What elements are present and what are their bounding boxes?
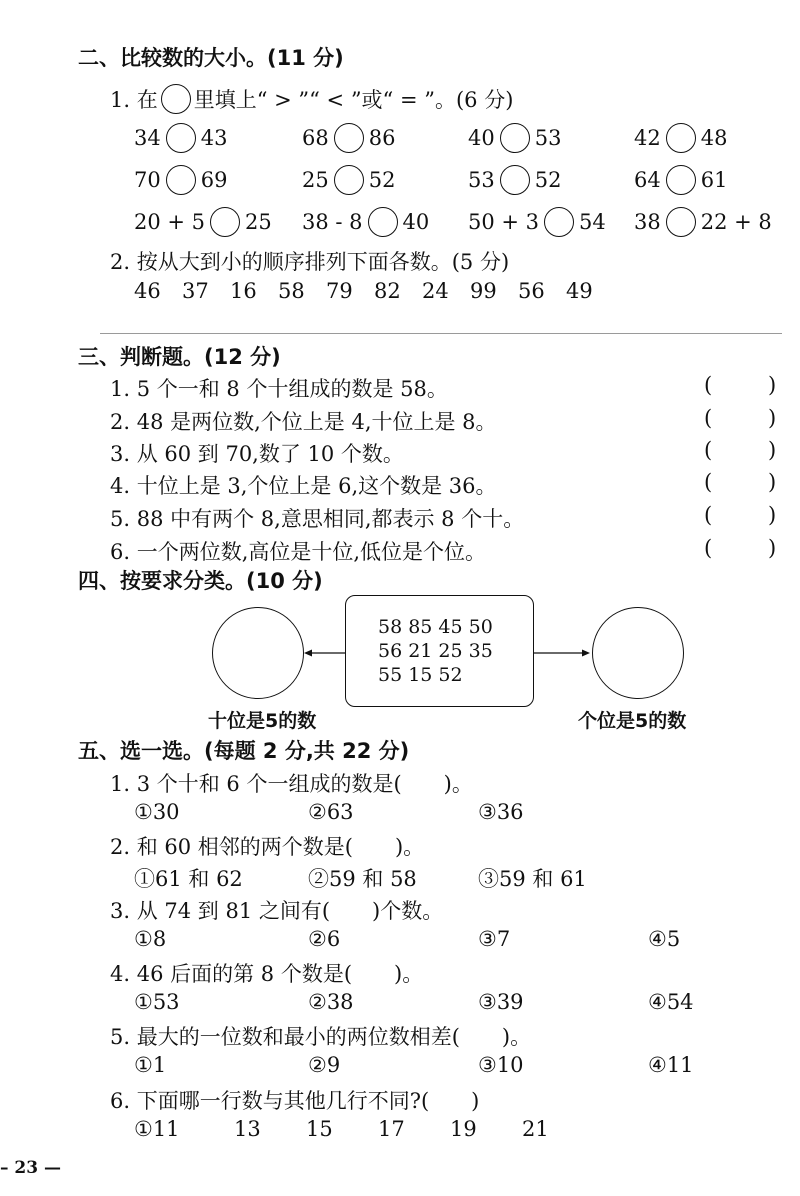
answer-circle[interactable]: [166, 165, 196, 195]
answer-circle[interactable]: [334, 165, 364, 195]
choice-option[interactable]: ①8: [134, 927, 167, 951]
answer-paren-left: (: [704, 503, 713, 527]
section-2-title: 二、比较数的大小。(11 分): [78, 46, 344, 70]
compare-item: 64 61: [634, 165, 727, 195]
answer-paren-left: (: [704, 536, 713, 560]
box-row: 58 85 45 50: [378, 616, 493, 638]
choice-question: 3. 从 74 到 81 之间有( )个数。: [110, 899, 444, 923]
answer-paren-left: (: [704, 373, 713, 397]
answer-paren-left: (: [704, 406, 713, 430]
answer-circle[interactable]: [334, 123, 364, 153]
choice-option[interactable]: ②59 和 58: [308, 867, 417, 891]
answer-circle[interactable]: [210, 207, 240, 237]
choice-question: 1. 3 个十和 6 个一组成的数是( )。: [110, 772, 473, 796]
arrows: [300, 645, 690, 661]
answer-circle[interactable]: [500, 165, 530, 195]
sec2-q1-suffix: 里填上“ > ”“ < ”或“ = ”。(6 分): [193, 88, 514, 112]
judge-item: 3. 从 60 到 70,数了 10 个数。: [110, 442, 404, 466]
answer-circle[interactable]: [666, 123, 696, 153]
section-3-title: 三、判断题。(12 分): [78, 345, 281, 369]
blank-circle-icon: [161, 84, 191, 114]
compare-item: 70 69: [134, 165, 227, 195]
choice-row-number: 17: [378, 1117, 405, 1141]
choice-option[interactable]: ①53: [134, 990, 180, 1014]
right-label: 个位是5的数: [578, 710, 687, 732]
choice-option[interactable]: ③59 和 61: [478, 867, 587, 891]
choice-option[interactable]: ②9: [308, 1053, 341, 1077]
choice-row-number: 19: [450, 1117, 477, 1141]
compare-item: 68 86: [302, 123, 395, 153]
compare-item: 34 43: [134, 123, 227, 153]
choice-option[interactable]: ①61 和 62: [134, 867, 243, 891]
section-5-title: 五、选一选。(每题 2 分,共 22 分): [78, 739, 410, 763]
left-label: 十位是5的数: [208, 710, 317, 732]
judge-item: 6. 一个两位数,高位是十位,低位是个位。: [110, 540, 487, 564]
compare-item: 42 48: [634, 123, 727, 153]
left-circle[interactable]: [212, 607, 304, 699]
choice-option[interactable]: ④11: [648, 1053, 694, 1077]
judge-item: 4. 十位上是 3,个位上是 6,这个数是 36。: [110, 474, 497, 498]
right-arrow-head-icon: [582, 650, 590, 657]
choice-option[interactable]: ①11: [134, 1117, 180, 1141]
answer-circle[interactable]: [544, 207, 574, 237]
compare-item: 25 52: [302, 165, 395, 195]
choice-option[interactable]: ④54: [648, 990, 694, 1014]
sec2-q2: 2. 按从大到小的顺序排列下面各数。(5 分): [110, 250, 510, 274]
answer-circle[interactable]: [666, 207, 696, 237]
answer-circle[interactable]: [500, 123, 530, 153]
choice-option[interactable]: ④5: [648, 927, 681, 951]
choice-option[interactable]: ③10: [478, 1053, 524, 1077]
section-4-title: 四、按要求分类。(10 分): [78, 569, 323, 593]
choice-row-number: 21: [522, 1117, 549, 1141]
answer-paren-right: ): [768, 406, 777, 430]
judge-item: 5. 88 中有两个 8,意思相同,都表示 8 个十。: [110, 507, 525, 531]
answer-paren-right: ): [768, 470, 777, 494]
compare-item: 38 22 + 8: [634, 207, 772, 237]
choice-question: 5. 最大的一位数和最小的两位数相差( )。: [110, 1025, 532, 1049]
compare-item: 38 - 8 40: [302, 207, 429, 237]
compare-item: 53 52: [468, 165, 561, 195]
choice-option[interactable]: ①1: [134, 1053, 167, 1077]
choice-question: 6. 下面哪一行数与其他几行不同?( ): [110, 1089, 480, 1113]
answer-paren-right: ): [768, 503, 777, 527]
left-arrow-head-icon: [304, 650, 312, 657]
answer-paren-left: (: [704, 470, 713, 494]
answer-circle[interactable]: [166, 123, 196, 153]
choice-option[interactable]: ②6: [308, 927, 341, 951]
sec2-q1-prefix: 1. 在: [110, 88, 158, 112]
judge-item: 2. 48 是两位数,个位上是 4,十位上是 8。: [110, 410, 497, 434]
page-number: – 23 —: [0, 1158, 61, 1178]
choice-option[interactable]: ③39: [478, 990, 524, 1014]
choice-option[interactable]: ①30: [134, 800, 180, 824]
answer-paren-right: ): [768, 438, 777, 462]
answer-paren-right: ): [768, 536, 777, 560]
judge-item: 1. 5 个一和 8 个十组成的数是 58。: [110, 377, 448, 401]
choice-question: 4. 46 后面的第 8 个数是( )。: [110, 962, 424, 986]
box-row: 56 21 25 35: [378, 640, 493, 662]
choice-row-number: 15: [306, 1117, 333, 1141]
choice-option[interactable]: ③36: [478, 800, 524, 824]
choice-row-number: 13: [234, 1117, 261, 1141]
answer-circle[interactable]: [368, 207, 398, 237]
choice-question: 2. 和 60 相邻的两个数是( )。: [110, 835, 425, 859]
box-row: 55 15 52: [378, 664, 463, 686]
answer-paren-left: (: [704, 438, 713, 462]
sec2-q1: [110, 84, 513, 114]
answer-circle[interactable]: [666, 165, 696, 195]
compare-item: 50 + 3 54: [468, 207, 606, 237]
choice-option[interactable]: ②63: [308, 800, 354, 824]
choice-option[interactable]: ②38: [308, 990, 354, 1014]
choice-option[interactable]: ③7: [478, 927, 511, 951]
answer-paren-right: ): [768, 373, 777, 397]
divider: [100, 333, 782, 334]
compare-item: 40 53: [468, 123, 561, 153]
compare-item: 20 + 5 25: [134, 207, 272, 237]
